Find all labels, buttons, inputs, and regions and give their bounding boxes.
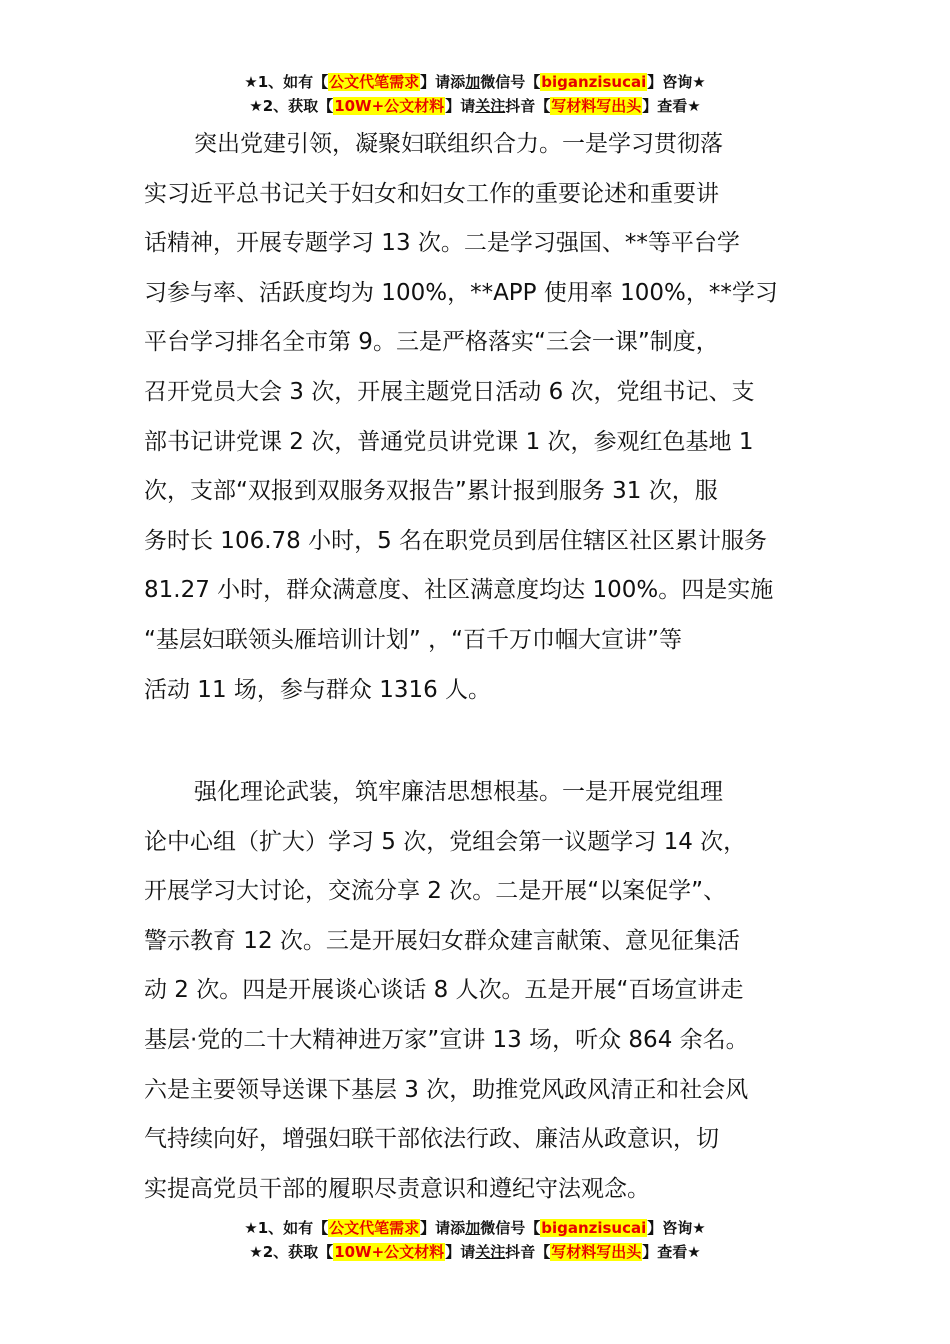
- promo-banner-top: [0, 70, 950, 118]
- paragraph-line: 活动 11 场，参与群众 1316 人。: [144, 676, 492, 703]
- paragraph-line: 动 2 次。四是开展谈心谈话 8 人次。五是开展“百场宣讲走: [144, 977, 744, 1004]
- promo-text: 】请: [445, 1243, 476, 1261]
- promo-text: 微信号【: [480, 1219, 541, 1237]
- promo-text: ★2、获取【: [249, 1243, 334, 1261]
- promo-text: 抖音【: [505, 97, 551, 115]
- promo-text: 】咨询★: [647, 1219, 706, 1237]
- promo-line-1: [0, 1216, 950, 1240]
- promo-text: 微信号【: [480, 73, 541, 91]
- promo-text: 抖音【: [505, 1243, 551, 1261]
- underlined-text: 关注: [475, 1243, 506, 1261]
- promo-line-2: [0, 94, 950, 118]
- highlighted-text: 公文代笔需求: [329, 73, 420, 91]
- paragraph-line: 习参与率、活跃度均为 100%，**APP 使用率 100%，**学习: [144, 279, 778, 306]
- promo-text: ★1、如有【: [244, 73, 329, 91]
- paragraph-line: “基层妇联领头雁培训计划” ，“百千万巾帼大宣讲”等: [144, 626, 682, 653]
- promo-text: 】请添: [420, 1219, 466, 1237]
- paragraph-line: 基层·党的二十大精神进万家”宣讲 13 场，听众 864 余名。: [144, 1026, 749, 1053]
- underlined-text: 加: [465, 1219, 481, 1237]
- highlighted-text: 10W+公文材料: [334, 1243, 445, 1261]
- paragraph-line: 实提高党员干部的履职尽责意识和遵纪守法观念。: [144, 1175, 650, 1202]
- paragraph-theory-study: [144, 768, 809, 1214]
- wechat-id: biganzisucai: [541, 1219, 647, 1237]
- paragraph-line: 突出党建引领，凝聚妇联组织合力。一是学习贯彻落: [194, 131, 723, 157]
- paragraph-line: 开展学习大讨论，交流分享 2 次。二是开展“以案促学”、: [144, 878, 727, 905]
- promo-text: ★1、如有【: [244, 1219, 329, 1237]
- promo-text: 】咨询★: [647, 73, 706, 91]
- paragraph-line: 务时长 106.78 小时，5 名在职党员到居住辖区社区累计服务: [144, 527, 768, 554]
- paragraph-line: 次，支部“双报到双服务双报告”累计报到服务 31 次，服: [144, 478, 718, 505]
- promo-text: 】请: [445, 97, 476, 115]
- underlined-text: 加: [465, 73, 481, 91]
- paragraph-line: 论中心组（扩大）学习 5 次，党组会第一议题学习 14 次，: [144, 828, 747, 855]
- paragraph-line: 实习近平总书记关于妇女和妇女工作的重要论述和重要讲: [144, 180, 719, 207]
- paragraph-line: 强化理论武装，筑牢廉洁思想根基。一是开展党组理: [194, 779, 723, 805]
- highlighted-text: 公文代笔需求: [329, 1219, 420, 1237]
- paragraph-line: 气持续向好，增强妇联干部依法行政、廉洁从政意识，切: [144, 1126, 719, 1153]
- promo-line-1: [0, 70, 950, 94]
- underlined-text: 关注: [475, 97, 506, 115]
- paragraph-party-building: [144, 120, 809, 715]
- paragraph-line: 召开党员大会 3 次，开展主题党日活动 6 次，党组书记、支: [144, 378, 755, 405]
- douyin-account: 写材料写出头: [551, 1243, 642, 1261]
- wechat-id: biganzisucai: [541, 73, 647, 91]
- paragraph-line: 81.27 小时，群众满意度、社区满意度均达 100%。四是实施: [144, 577, 774, 604]
- promo-text: 】查看★: [642, 97, 701, 115]
- paragraph-line: 警示教育 12 次。三是开展妇女群众建言献策、意见征集活: [144, 927, 740, 954]
- paragraph-line: 平台学习排名全市第 9。三是严格落实“三会一课”制度，: [144, 329, 719, 356]
- douyin-account: 写材料写出头: [551, 97, 642, 115]
- promo-text: ★2、获取【: [249, 97, 334, 115]
- promo-line-2: [0, 1240, 950, 1264]
- paragraph-line: 部书记讲党课 2 次，普通党员讲党课 1 次，参观红色基地 1: [144, 428, 754, 455]
- promo-text: 】请添: [420, 73, 466, 91]
- promo-text: 】查看★: [642, 1243, 701, 1261]
- paragraph-line: 话精神，开展专题学习 13 次。二是学习强国、**等平台学: [144, 230, 740, 257]
- highlighted-text: 10W+公文材料: [334, 97, 445, 115]
- promo-banner-bottom: [0, 1216, 950, 1264]
- paragraph-line: 六是主要领导送课下基层 3 次，助推党风政风清正和社会风: [144, 1076, 749, 1103]
